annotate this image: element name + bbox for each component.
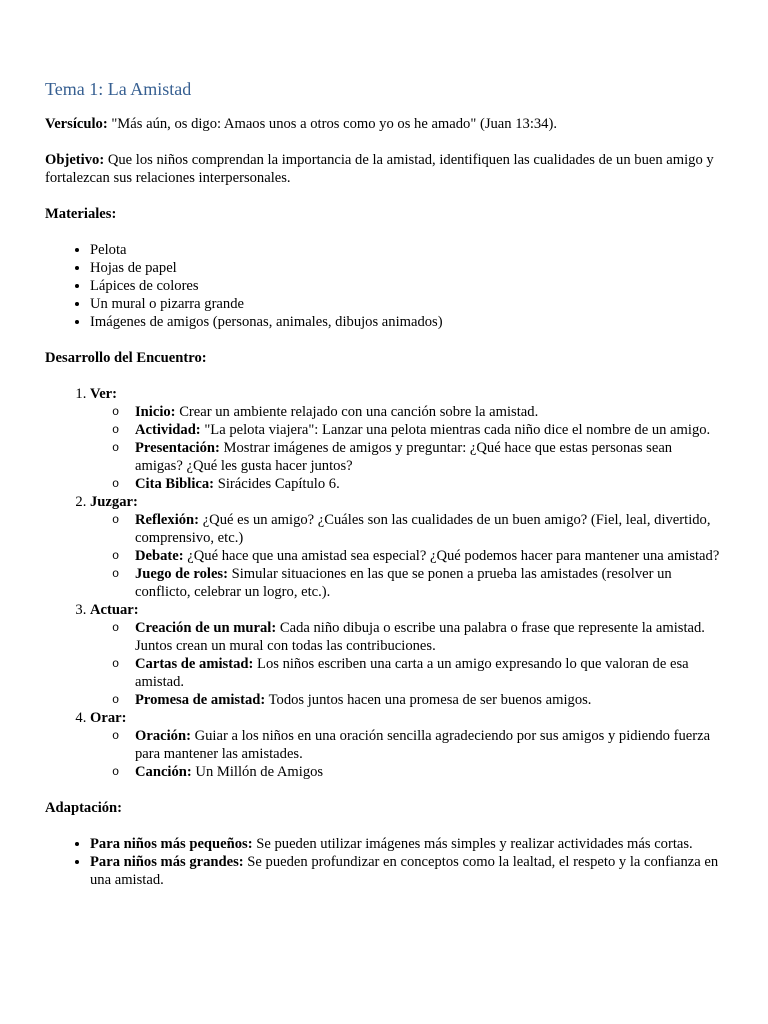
versiculo-paragraph bbox=[45, 115, 723, 133]
step-label: Juzgar: bbox=[90, 494, 138, 510]
list-item bbox=[135, 475, 723, 493]
item-text: "La pelota viajera": Lanzar una pelota mientras cada niño dice el nombre de un amigo. bbox=[200, 422, 711, 438]
step-actuar bbox=[90, 601, 723, 709]
list-item: • Un mural o pizarra grande bbox=[90, 295, 723, 313]
list-item bbox=[135, 727, 723, 763]
list-item bbox=[90, 853, 723, 889]
versiculo-label: Versículo: bbox=[45, 116, 108, 132]
list-item bbox=[135, 619, 723, 655]
step-orar bbox=[90, 709, 723, 781]
versiculo-text: "Más aún, os digo: Amaos unos a otros como yo os he amado" (Juan 13:34). bbox=[107, 116, 557, 132]
item-label: Debate: bbox=[135, 548, 184, 564]
list-item bbox=[135, 565, 723, 601]
materiales-list bbox=[45, 241, 723, 331]
item-label: Actividad: bbox=[135, 422, 201, 438]
item-text: ¿Qué hace que una amistad sea especial? ¿Qué podemos hacer para mantener una amistad? bbox=[183, 548, 720, 564]
adaptacion-list bbox=[45, 835, 723, 889]
step-sublist bbox=[90, 727, 723, 781]
materiales-heading-text: Materiales: bbox=[45, 206, 117, 222]
step-sublist bbox=[90, 511, 723, 601]
item-text: Simular situaciones en las que se ponen a prueba las amistades (resolver un conflicto, celebrar un logro, etc.). bbox=[135, 566, 672, 600]
item-text: Crear un ambiente relajado con una canción sobre la amistad. bbox=[175, 404, 539, 420]
item-text: Cada niño dibuja o escribe una palabra o frase que represente la amistad. Juntos crean un mural con todas las contribuciones. bbox=[135, 620, 705, 654]
item-label: Cita Biblica: bbox=[135, 476, 215, 492]
desarrollo-heading-text: Desarrollo del Encuentro: bbox=[45, 350, 207, 366]
page-title: Tema 1: La Amistad bbox=[45, 79, 192, 99]
list-item bbox=[135, 403, 723, 421]
item-label: Inicio: bbox=[135, 404, 176, 420]
objetivo-text: Que los niños comprendan la importancia de la amistad, identifiquen las cualidades de un buen amigo y fortalezcan sus relaciones interpersonales. bbox=[45, 152, 714, 186]
list-item: • Lápices de colores bbox=[90, 277, 723, 295]
item-label: Para niños más grandes: bbox=[90, 854, 244, 870]
list-item bbox=[135, 547, 723, 565]
adaptacion-heading-text: Adaptación: bbox=[45, 800, 123, 816]
list-item: • Pelota bbox=[90, 241, 723, 259]
item-label: Creación de un mural: bbox=[135, 620, 277, 636]
step-sublist bbox=[90, 403, 723, 493]
objetivo-label: Objetivo: bbox=[45, 152, 105, 168]
objetivo-paragraph bbox=[45, 151, 723, 187]
list-item bbox=[135, 439, 723, 475]
item-label: Canción: bbox=[135, 764, 192, 780]
list-item bbox=[135, 691, 723, 709]
item-text: Los niños escriben una carta a un amigo expresando lo que valoran de esa amistad. bbox=[135, 656, 689, 690]
item-label: Presentación: bbox=[135, 440, 220, 456]
list-item bbox=[90, 835, 723, 853]
step-label: Actuar: bbox=[90, 602, 139, 618]
item-label: Juego de roles: bbox=[135, 566, 228, 582]
list-item: • Hojas de papel bbox=[90, 259, 723, 277]
list-item bbox=[135, 655, 723, 691]
item-label: Oración: bbox=[135, 728, 191, 744]
item-label: Promesa de amistad: bbox=[135, 692, 266, 708]
desarrollo-heading bbox=[45, 349, 723, 367]
list-item bbox=[135, 421, 723, 439]
item-text: Todos juntos hacen una promesa de ser buenos amigos. bbox=[265, 692, 592, 708]
desarrollo-steps bbox=[45, 385, 723, 781]
step-sublist bbox=[90, 619, 723, 709]
item-text: Guiar a los niños en una oración sencilla agradeciendo por sus amigos y pidiendo fuerza para mantener las amistades. bbox=[135, 728, 711, 762]
step-label: Ver: bbox=[90, 386, 118, 402]
step-juzgar bbox=[90, 493, 723, 601]
item-label: Cartas de amistad: bbox=[135, 656, 254, 672]
item-text: Se pueden utilizar imágenes más simples y realizar actividades más cortas. bbox=[252, 836, 693, 852]
item-label: Reflexión: bbox=[135, 512, 200, 528]
list-item: • Imágenes de amigos (personas, animales, dibujos animados) bbox=[90, 313, 723, 331]
step-label: Orar: bbox=[90, 710, 127, 726]
item-text: Se pueden profundizar en conceptos como la lealtad, el respeto y la confianza en una amistad. bbox=[90, 854, 719, 888]
item-text: Mostrar imágenes de amigos y preguntar: ¿Qué hace que estas personas sean amigas? ¿Qué les gusta hacer juntos? bbox=[135, 440, 673, 474]
step-ver bbox=[90, 385, 723, 493]
item-text: ¿Qué es un amigo? ¿Cuáles son las cualidades de un buen amigo? (Fiel, leal, divertido, comprensivo, etc.) bbox=[135, 512, 711, 546]
item-text: Sirácides Capítulo 6. bbox=[214, 476, 340, 492]
list-item bbox=[135, 763, 723, 781]
item-label: Para niños más pequeños: bbox=[90, 836, 253, 852]
list-item bbox=[135, 511, 723, 547]
materiales-heading bbox=[45, 205, 723, 223]
adaptacion-heading bbox=[45, 799, 723, 817]
item-text: Un Millón de Amigos bbox=[191, 764, 324, 780]
